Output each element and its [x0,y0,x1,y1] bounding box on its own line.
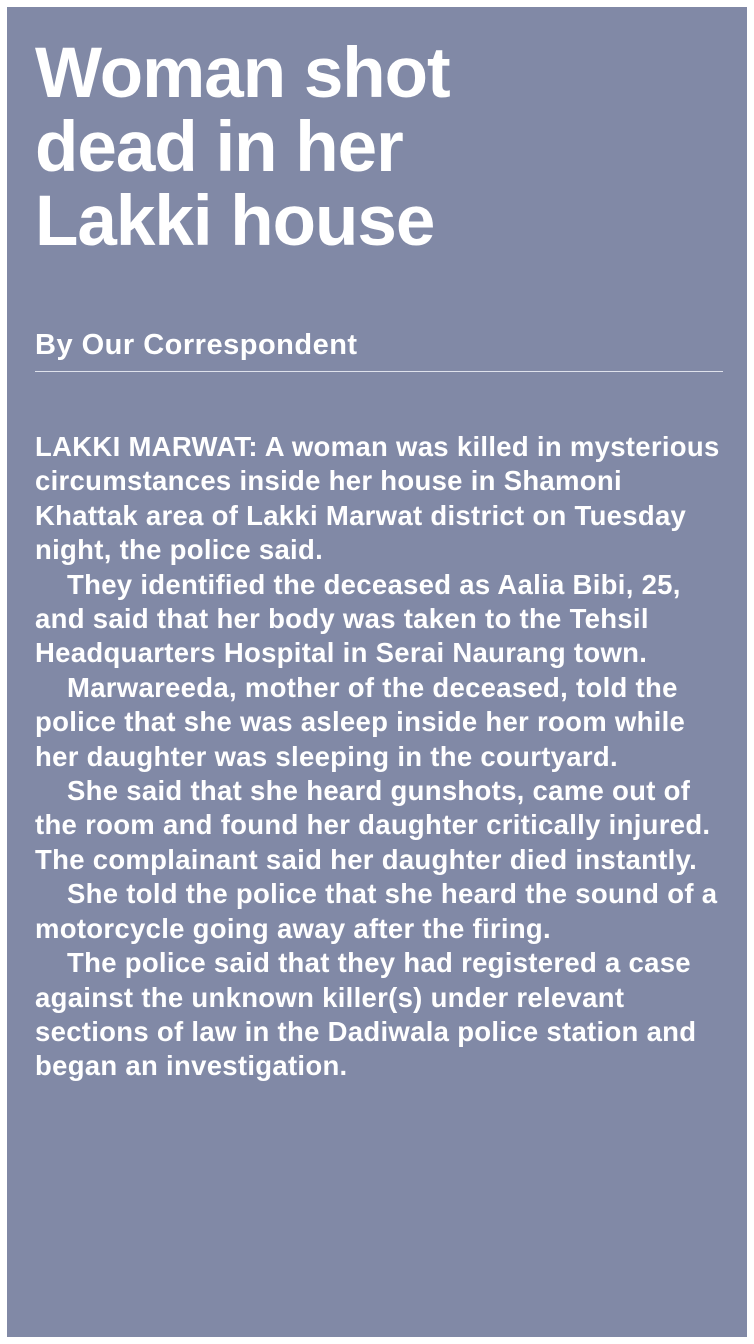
article-body [35,430,721,1084]
article-paragraph: She told the police that she heard the sound of a motorcycle going away after the firing. [35,878,718,944]
article-paragraph: The police said that they had registered a case against the unknown killer(s) under relevant sections of law in the Dadiwala police station and began an investigation. [35,947,697,1082]
headline-line: Woman shot [35,34,450,113]
headline-line: dead in her [35,108,403,187]
article-paragraph: They identified the deceased as Aalia Bibi, 25, and said that her body was taken to the Tehsil Headquarters Hospital in Serai Naurang town. [35,568,681,669]
byline-divider [35,371,723,372]
byline: By Our Correspondent [35,329,358,361]
headline [35,34,575,261]
headline-line: Lakki house [35,182,435,261]
article-paragraph: LAKKI MARWAT: A woman was killed in mysterious circumstances inside her house in Shamoni Khattak area of Lakki Marwat district on Tuesday night, the police said. [35,431,720,566]
article-paragraph: Marwareeda, mother of the deceased, told the police that she was asleep inside her room while her daughter was sleeping in the courtyard. [35,671,686,772]
news-clipping [7,7,747,1337]
article-paragraph: She said that she heard gunshots, came out of the room and found her daughter critically injured. The complainant said her daughter died instantly. [35,775,711,875]
